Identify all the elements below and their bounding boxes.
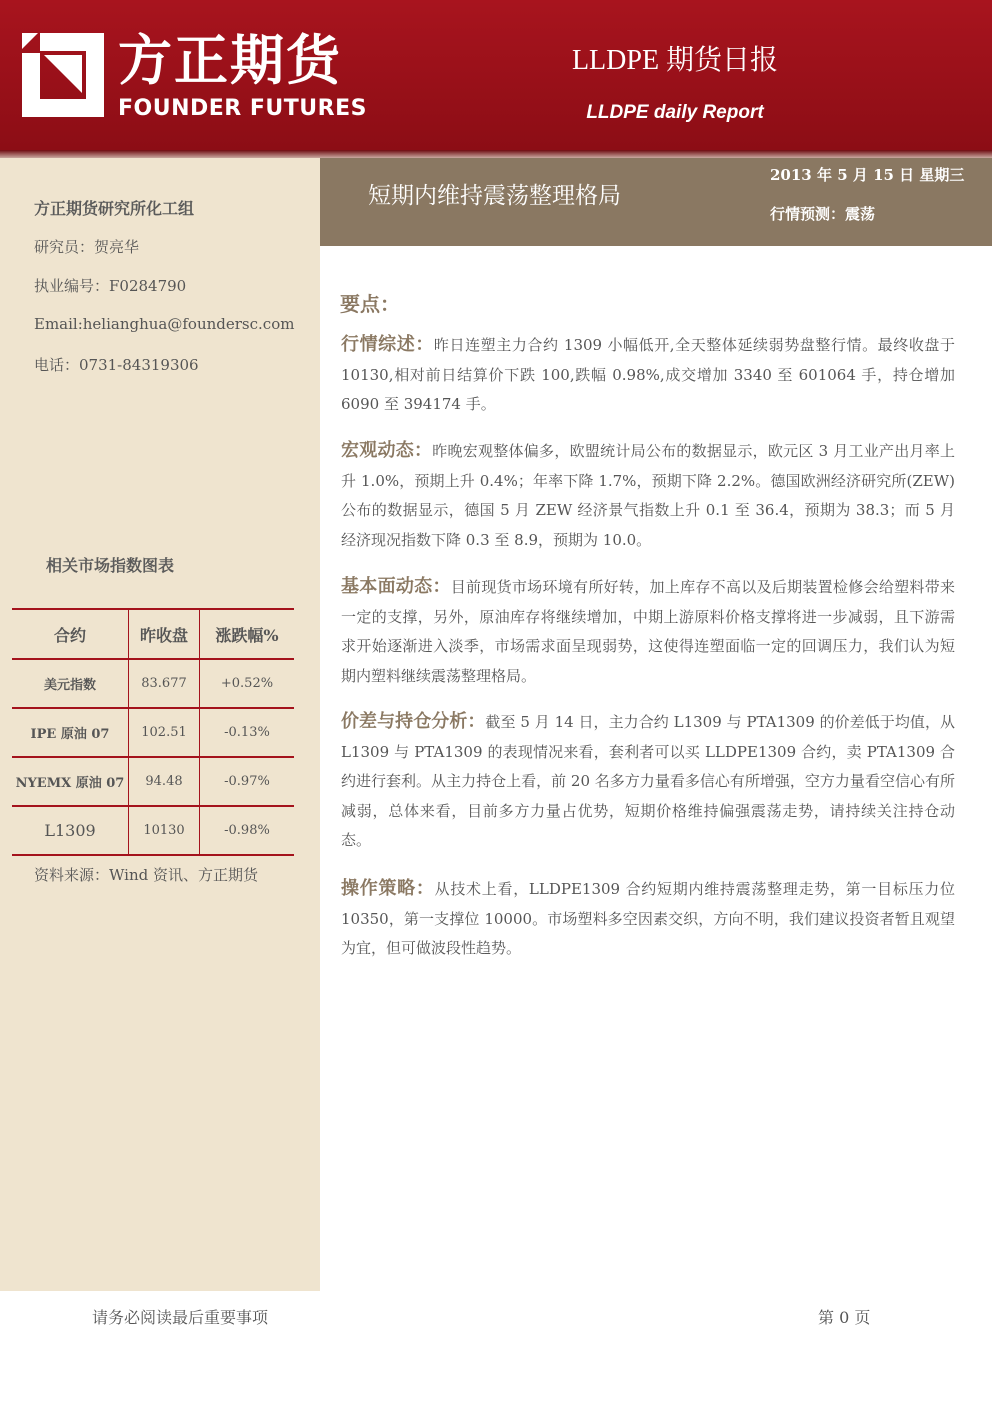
market-index-table	[12, 608, 294, 856]
data-source-note: 资料来源：Wind 资讯、方正期货	[34, 866, 258, 884]
market-table-title: 相关市场指数图表	[46, 556, 175, 575]
table-row	[12, 708, 294, 757]
table-row	[12, 806, 294, 855]
page-number: 第 0 页	[818, 1308, 871, 1327]
close-cell: 94.48	[129, 757, 200, 806]
section-spread-position	[341, 707, 955, 856]
table-header-row	[12, 609, 294, 659]
section-lead: 价差与持仓分析：	[341, 711, 486, 732]
report-title: LLDPE 期货日报	[571, 45, 779, 76]
section-lead: 操作策略：	[341, 878, 435, 899]
section-text: 目前现货市场环境有所好转，加上库存不高以及后期装置检修会给塑料带来一定的支撑，另外，原油库存将继续增加，中期上游原料价格支撑将进一步减弱，且下游需求开始逐渐进入淡季，市场需求面呈现弱势，这使得连塑面临一定的回调压力，我们认为短期内塑料继续震荡整理格局。	[341, 578, 955, 685]
section-lead: 行情综述：	[341, 334, 434, 355]
contract-cell: 美元指数	[12, 659, 129, 708]
section-market-review	[341, 330, 955, 420]
section-lead: 宏观动态：	[341, 440, 433, 461]
research-team: 方正期货研究所化工组	[34, 199, 195, 218]
column-header: 合约	[12, 609, 129, 659]
section-macro	[341, 436, 955, 555]
column-header: 涨跌幅%	[200, 609, 295, 659]
email-address: Email:helianghua@foundersc.com	[34, 315, 295, 333]
report-subtitle: LLDPE daily Report	[586, 102, 764, 123]
table-row	[12, 757, 294, 806]
phone-number: 电话：0731-84319306	[34, 356, 199, 374]
close-cell: 10130	[129, 806, 200, 855]
change-cell: -0.97%	[200, 757, 295, 806]
section-text: 从技术上看，LLDPE1309 合约短期内维持震荡整理走势，第一目标压力位 10350，第一支撑位 10000。市场塑料多空因素交织，方向不明，我们建议投资者暂且观望为宜，但可做波段性趋势。	[341, 880, 956, 958]
section-fundamentals	[341, 572, 955, 691]
license-number: 执业编号：F0284790	[34, 277, 187, 295]
report-headline: 短期内维持震荡整理格局	[368, 183, 621, 209]
change-cell: +0.52%	[200, 659, 295, 708]
change-cell: -0.98%	[200, 806, 295, 855]
founder-logo-icon	[22, 33, 104, 117]
section-text: 昨日连塑主力合约 1309 小幅低开,全天整体延续弱势盘整行情。最终收盘于 10130,相对前日结算价下跌 100,跌幅 0.98%,成交增加 3340 至 601064 手，持仓增加 6090 至 394174 手。	[341, 336, 956, 414]
footer-notice: 请务必阅读最后重要事项	[92, 1308, 269, 1327]
close-cell: 102.51	[129, 708, 200, 757]
market-forecast: 行情预测：震荡	[770, 205, 876, 223]
contract-cell: L1309	[12, 806, 129, 855]
logo-chinese-name: 方正期货	[118, 29, 342, 92]
column-header: 昨收盘	[129, 609, 200, 659]
section-strategy	[341, 874, 955, 964]
header-divider	[0, 150, 992, 158]
section-lead: 基本面动态：	[341, 576, 451, 597]
change-cell: -0.13%	[200, 708, 295, 757]
report-date: 2013 年 5 月 15 日 星期三	[770, 166, 965, 184]
contract-cell: NYEMX 原油 07	[12, 757, 129, 806]
section-text: 昨晚宏观整体偏多，欧盟统计局公布的数据显示，欧元区 3 月工业产出月率上升 1.0%，预期上升 0.4%；年率下降 1.7%，预期下降 2.2%。德国欧洲经济研究所(ZEW)公布的数据显示，德国 5 月 ZEW 经济景气指数上升 0.1 至 36.4，预期为 38.3；而 5 月经济现况指数下降 0.3 至 8.9，预期为 10.0。	[341, 442, 956, 549]
logo-english-name: FOUNDER FUTURES	[118, 96, 367, 121]
close-cell: 83.677	[129, 659, 200, 708]
table-row	[12, 659, 294, 708]
report-header	[0, 0, 992, 150]
key-points-heading: 要点：	[340, 292, 400, 316]
section-text: 截至 5 月 14 日，主力合约 L1309 与 PTA1309 的价差低于均值，从 L1309 与 PTA1309 的表现情况来看，套利者可以买 LLDPE1309 合约，卖 PTA1309 合约进行套利。从主力持仓上看，前 20 名多方力量看多信心有所增强，空方力量看空信心有所减弱，总体来看，目前多方力量占优势，短期价格维持偏强震荡走势，请持续关注持仓动态。	[341, 713, 955, 850]
contract-cell: IPE 原油 07	[12, 708, 129, 757]
analyst-name: 研究员：贺亮华	[34, 238, 140, 256]
